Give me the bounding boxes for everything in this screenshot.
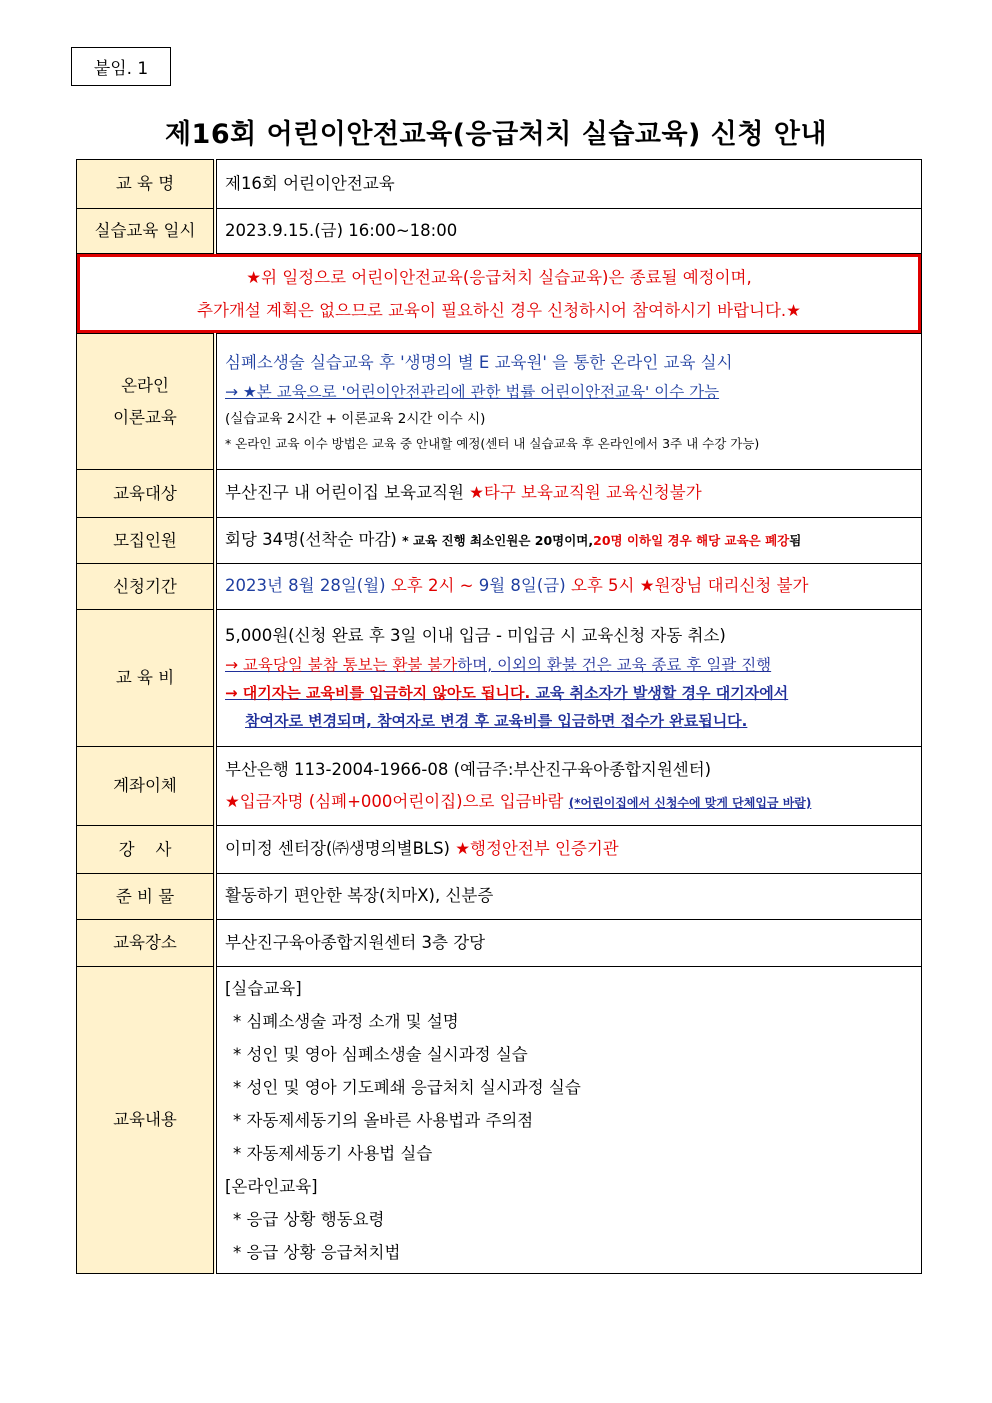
content-practice-item: * 성인 및 영아 기도폐쇄 응급처치 실시과정 실습 — [233, 1077, 581, 1097]
attachment-label: 붙임. 1 — [71, 47, 171, 86]
account-line-2 — [225, 786, 913, 818]
row-instructor — [77, 826, 922, 874]
content-online-item: * 응급 상황 행동요령 — [233, 1209, 385, 1229]
label-content: 교육내용 — [77, 967, 216, 1274]
row-fee — [77, 610, 922, 747]
content-practice-item: * 자동제세동기의 올바른 사용법과 주의점 — [233, 1110, 534, 1130]
label-date: 실습교육 일시 — [77, 209, 216, 254]
value-instructor — [215, 826, 922, 874]
row-capacity — [77, 518, 922, 564]
label-online-line-2: 이론교육 — [113, 407, 177, 427]
fee-line-2-red: 교육당일 불참 통보는 환불 불가 — [242, 656, 458, 675]
content-practice-item: * 성인 및 영아 심폐소생술 실시과정 실습 — [233, 1044, 528, 1064]
label-instructor: 강 사 — [77, 826, 216, 874]
fee-line-2-rest: 하며, 이외의 환불 건은 교육 종료 후 일괄 진행 — [457, 656, 772, 675]
period-note: ★원장님 대리신청 불가 — [639, 576, 809, 596]
fee-line-3-red: 대기자는 교육비를 입금하지 않아도 됩니다. — [242, 683, 531, 702]
content-online-header: [온라인교육] — [225, 1176, 318, 1196]
online-line-1: 심폐소생술 실습교육 후 '생명의 별 E 교육원' 을 통한 온라인 교육 실시 — [225, 352, 733, 372]
period-end-time: 오후 5시 — [570, 576, 635, 596]
row-course-name — [77, 160, 922, 209]
fee-line-2 — [225, 651, 913, 680]
value-target — [215, 470, 922, 518]
online-line-4: * 온라인 교육 이수 방법은 교육 중 안내할 예정(센터 내 실습교육 후 온라인에서 3주 내 수강 가능) — [225, 436, 760, 452]
value-content — [215, 967, 922, 1274]
label-account: 계좌이체 — [77, 747, 216, 826]
row-venue — [77, 920, 922, 967]
value-date: 2023.9.15.(금) 16:00~18:00 — [215, 209, 922, 254]
label-period: 신청기간 — [77, 564, 216, 610]
page-title: 제16회 어린이안전교육(응급처치 실습교육) 신청 안내 — [164, 119, 828, 150]
label-online-line-1: 온라인 — [121, 376, 169, 396]
label-course-name: 교 육 명 — [77, 160, 216, 209]
value-course-name: 제16회 어린이안전교육 — [215, 160, 922, 209]
instructor-note: ★행정안전부 인증기관 — [455, 839, 619, 859]
period-end-date: 9월 8일(금) — [478, 576, 566, 596]
label-materials: 준 비 물 — [77, 874, 216, 920]
label-online — [77, 334, 216, 470]
notice-line-2: 추가개설 계획은 없으므로 교육이 필요하신 경우 신청하시어 참여하시기 바랍니다.★ — [197, 300, 801, 320]
content-practice-header: [실습교육] — [225, 978, 302, 998]
fee-line-3-arrow: → — [225, 683, 243, 702]
info-table — [76, 159, 922, 1274]
notice-box — [77, 254, 922, 334]
instructor-value: 이미정 센터장(㈜생명의별BLS) — [225, 839, 450, 859]
label-fee: 교 육 비 — [77, 610, 216, 747]
period-start-time: 오후 2시 ~ — [390, 576, 474, 596]
online-line-2: → ★본 교육으로 '어린이안전관리에 관한 법률 어린이안전교육' 이수 가능 — [225, 383, 720, 402]
value-account — [215, 747, 922, 826]
value-venue: 부산진구육아종합지원센터 3층 강당 — [215, 920, 922, 967]
value-capacity — [215, 518, 922, 564]
period-start-date: 2023년 8월 28일(월) — [225, 576, 386, 596]
row-online — [77, 334, 922, 470]
capacity-note-end: 됨 — [789, 533, 802, 549]
value-online — [215, 334, 922, 470]
value-fee — [215, 610, 922, 747]
online-line-3: (실습교육 2시간 + 이론교육 2시간 이수 시) — [225, 411, 486, 428]
notice-line-1: ★위 일정으로 어린이안전교육(응급처치 실습교육)은 종료될 예정이며, — [246, 267, 752, 287]
fee-line-2-arrow: → — [225, 656, 243, 675]
capacity-note: * 교육 진행 최소인원은 20명이며, — [402, 533, 594, 549]
fee-line-1: 5,000원(신청 완료 후 3일 이내 입금 - 미입금 시 교육신청 자동 취소) — [225, 625, 726, 645]
value-materials: 활동하기 편안한 복장(치마X), 신분증 — [215, 874, 922, 920]
content-practice-item: * 자동제세동기 사용법 실습 — [233, 1143, 433, 1163]
row-account — [77, 747, 922, 826]
capacity-value: 회당 34명(선착순 마감) — [225, 530, 397, 550]
row-date — [77, 209, 922, 254]
row-target — [77, 470, 922, 518]
target-note: ★타구 보육교직원 교육신청불가 — [469, 483, 702, 503]
row-materials — [77, 874, 922, 920]
account-deposit-name: ★입금자명 (심폐+000어린이집)으로 입금바람 — [225, 792, 564, 811]
row-notice — [77, 254, 922, 334]
row-content — [77, 967, 922, 1274]
value-period — [215, 564, 922, 610]
content-practice-item: * 심폐소생술 과정 소개 및 설명 — [233, 1011, 459, 1031]
target-value: 부산진구 내 어린이집 보육교직원 — [225, 483, 464, 503]
label-venue: 교육장소 — [77, 920, 216, 967]
fee-line-3-rest: 교육 취소자가 발생할 경우 대기자에서 — [530, 683, 789, 702]
label-target: 교육대상 — [77, 470, 216, 518]
fee-line-4: 참여자로 변경되며, 참여자로 변경 후 교육비를 입금하면 접수가 완료됩니다. — [245, 711, 748, 730]
fee-line-3 — [225, 680, 913, 708]
content-online-item: * 응급 상황 응급처치법 — [233, 1242, 401, 1262]
account-line-1: 부산은행 113-2004-1966-08 (예금주:부산진구육아종합지원센터) — [225, 759, 712, 779]
row-period — [77, 564, 922, 610]
capacity-note-red: 20명 이하일 경우 해당 교육은 폐강 — [593, 533, 790, 549]
account-note: (*어린이집에서 신청수에 맞게 단체입금 바람) — [568, 796, 812, 810]
label-capacity: 모집인원 — [77, 518, 216, 564]
